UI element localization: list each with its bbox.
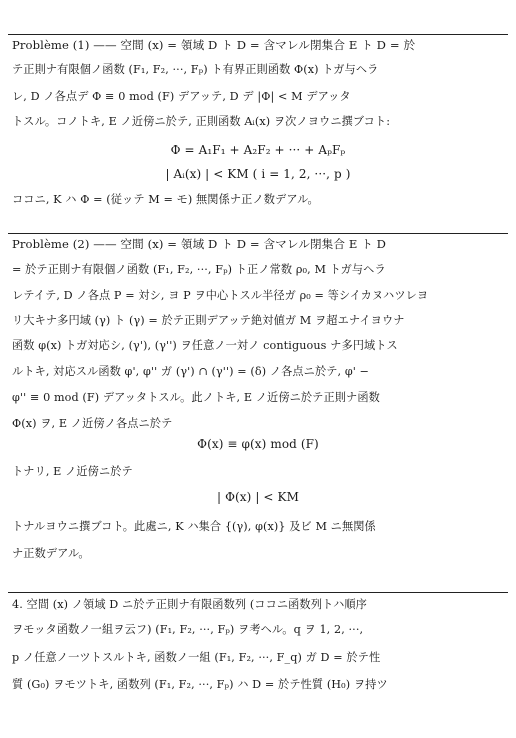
text-line: p ノ任意ノ一ツトスルトキ, 函数ノ一組 (F₁, F₂, ···, F_q) ガ D = 於テ性	[12, 651, 381, 664]
text-line: 質 (G₀) ヲモツトキ, 函数列 (F₁, F₂, ···, Fₚ) ハ D = 於テ性質 (H₀) ヲ持ツ	[12, 678, 388, 691]
text-line: レ, D ノ各点デ Φ ≡ 0 mod (F) デアッテ, D デ |Φ| < M デアッタ	[12, 90, 351, 103]
problem2-heading: Problème (2) —— 空間 (x) = 領域 D ト D = 含マレル閉集合 E ト D	[12, 237, 387, 251]
separator-rule	[8, 34, 508, 35]
text-line: トナリ, E ノ近傍ニ於テ	[12, 465, 133, 478]
section4-heading: 4. 空間 (x) ノ領域 D ニ於テ正則ナ有限函数列 (ココニ函数列トハ順序	[12, 598, 367, 611]
formula: Φ = A₁F₁ + A₂F₂ + ··· + AₚFₚ	[170, 143, 346, 157]
text-line: ヲモッタ函数ノ一組ヲ云フ) (F₁, F₂, ···, Fₚ) ヲ考ヘル。q ヲ 1, 2, ···,	[12, 623, 364, 636]
text-line: トスル。コノトキ, E ノ近傍ニ於テ, 正則函数 Aᵢ(x) ヲ次ノヨウニ撰ブコト:	[12, 115, 391, 128]
text-line: ココニ, K ハ Φ = (従ッテ M = モ) 無関係ナ正ノ数デアル。	[12, 193, 319, 206]
text-line: ナ正数デアル。	[12, 547, 90, 560]
text-line: φ'' ≡ 0 mod (F) デアッタトスル。此ノトキ, E ノ近傍ニ於テ正則ナ函数	[12, 391, 380, 404]
formula: | Φ(x) | < KM	[217, 490, 299, 504]
text-line: トナルヨウニ撰ブコト。此處ニ, K ハ集合 {(γ), φ(x)} 及ビ M ニ無関係	[12, 520, 376, 533]
formula: Φ(x) ≡ φ(x) mod (F)	[197, 437, 319, 451]
text-line: = 於テ正則ナ有限個ノ函数 (F₁, F₂, ···, Fₚ) ト正ノ常数 ρ₀, M トガ与ヘラ	[12, 263, 386, 276]
text-line: レテイテ, D ノ各点 P = 対シ, ヨ P ヲ中心トスル半径ガ ρ₀ = 等シイカヌハツレヨ	[12, 289, 429, 302]
problem1-heading: Problème (1) —— 空間 (x) = 領域 D ト D = 含マレル閉集合 E ト D = 於	[12, 38, 416, 52]
separator-rule	[8, 592, 508, 593]
text-line: テ正則ナ有限個ノ函数 (F₁, F₂, ···, Fₚ) ト有界正則函数 Φ(x) トガ与ヘラ	[12, 63, 379, 76]
text-line: 函数 φ(x) トガ対応シ, (γ'), (γ'') ヲ任意ノ一対ノ contiguous ナ多円域トス	[12, 339, 398, 352]
formula: | Aᵢ(x) | < KM ( i = 1, 2, ···, p )	[165, 167, 351, 181]
text-line: リ大キナ多円域 (γ) ト (γ) = 於テ正則デアッテ絶対値ガ M ヲ超エナイヨウナ	[12, 314, 405, 327]
text-line: ルトキ, 対応スル函数 φ', φ'' ガ (γ') ∩ (γ'') = (δ) ノ各点ニ於テ, φ' −	[12, 365, 370, 378]
separator-rule	[8, 233, 508, 234]
text-line: Φ(x) ヲ, E ノ近傍ノ各点ニ於テ	[12, 417, 173, 430]
